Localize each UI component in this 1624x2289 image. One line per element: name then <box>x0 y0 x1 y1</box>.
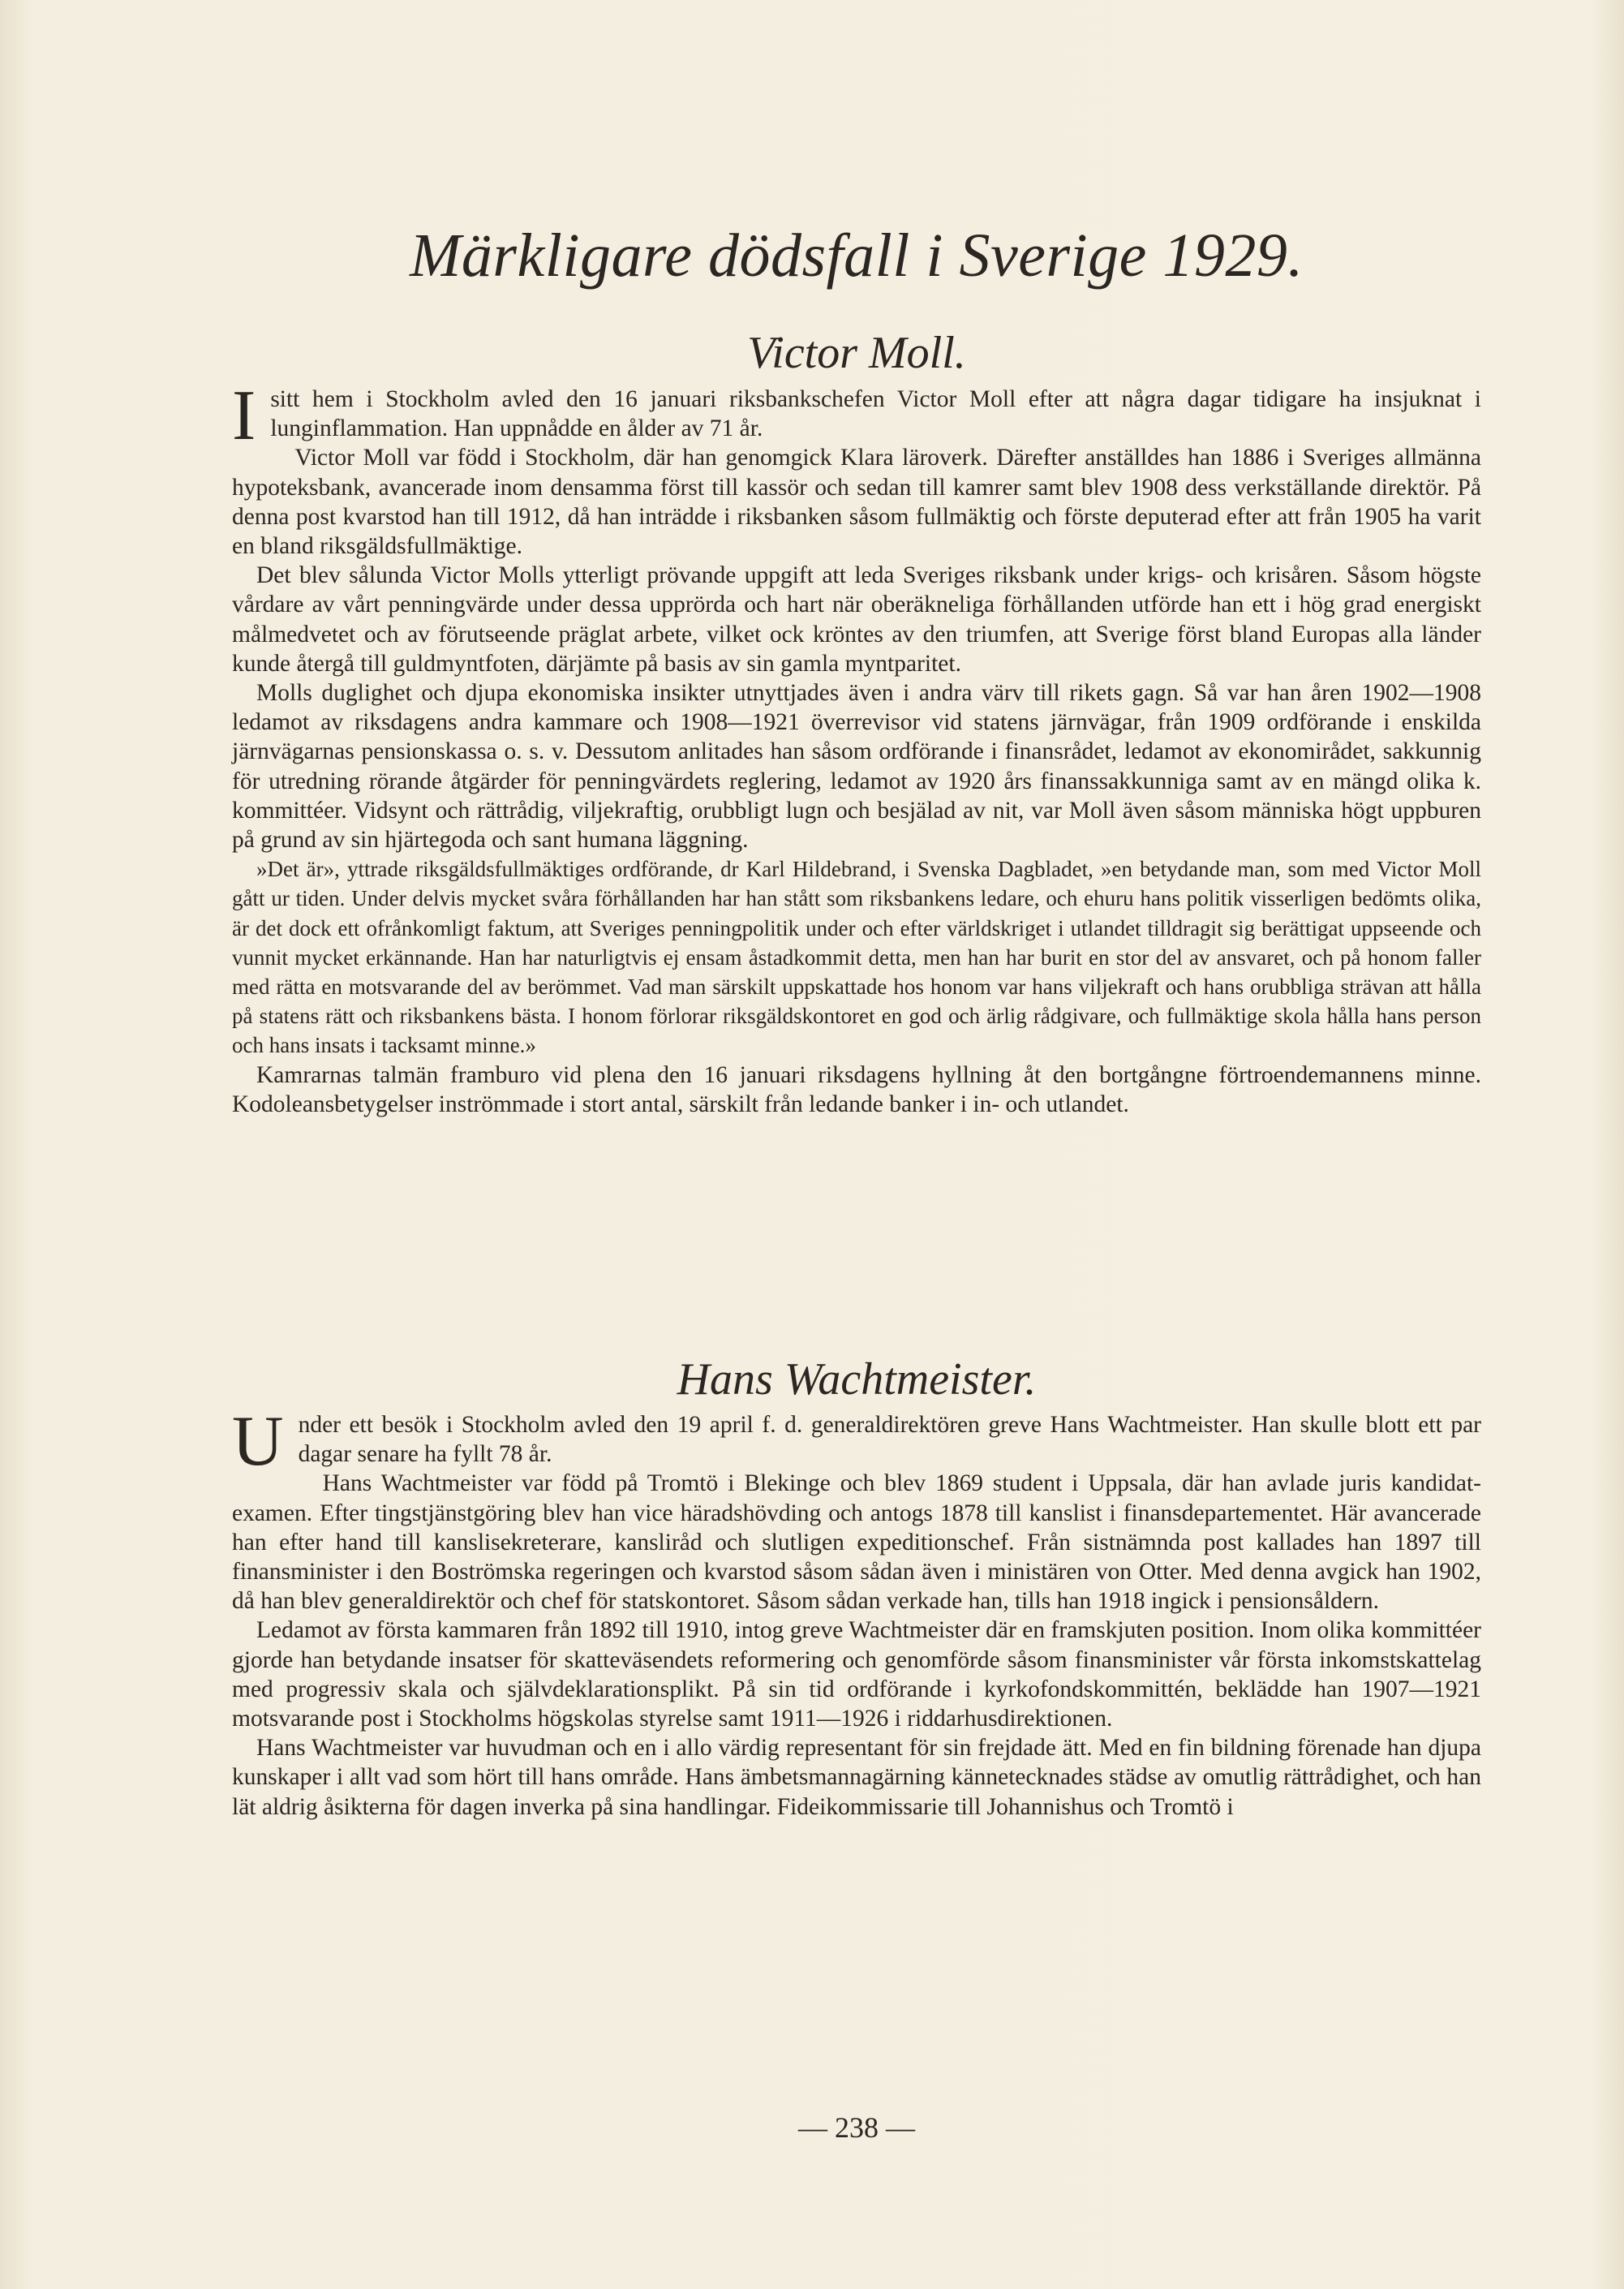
section-body-victor-moll <box>232 376 1481 1119</box>
drop-cap: I <box>232 376 256 455</box>
paragraph: Det blev sålunda Victor Molls ytterligt prövande uppgift att leda Sveriges riksbank under krigs- och krisåren. Såsom högste vårdare av vårt penningvärde under dessa upprörda och hart när oberäkneliga förhållanden utförde han ett i hög grad energiskt målmedvetet och av förutseende präglat arbete, vilket ock kröntes av den triumfen, att Sverige först bland Europas alla länder kunde återgå till guldmyntfoten, därjämte på basis av sin gamla myntparitet. <box>232 562 1481 677</box>
paragraph <box>232 376 1481 455</box>
section-heading-hans-wachtmeister: Hans Wachtmeister. <box>677 1354 1037 1405</box>
paragraph: Hans Wachtmeister var huvudman och en i allo värdig representant för sin frejdade ätt. Med en fin bildning förenade han djupa kunskaper i allt vad som hört till hans område. Hans ämbetsmannagärning kännetecknades städse av omutlig rättrådighet, och han lät aldrig åsikterna för dagen inverka på sina handlingar. Fideikommissarie till Johannishus och Tromtö i <box>232 1735 1481 1820</box>
paragraph <box>232 1402 1481 1481</box>
quote-paragraph: »Det är», yttrade riksgäldsfullmäktiges ordförande, dr Karl Hildebrand, i Svenska Dagbladet, »en betydande man, som med Victor Moll gått ur tiden. Under delvis mycket svåra förhållanden har han stått som riksbankens ledare, och ehuru hans politik visserligen bedömts olika, är det dock ett ofrånkomligt faktum, att Sveriges penningpolitik under och efter världskriget i utlandet tilldragit sig berättigat uppseende och vunnit mycket erkännande. Han har naturligtvis ej ensam åstadkommit detta, men han har burit en stor del av ansvaret, och på honom faller med rätta en motsvarande del av berömmet. Vad man särskilt uppskattade hos honom var hans viljekraft och hans orubbliga strävan att hålla på statens rätt och riksbankens bästa. I honom förlorar riksgäldskontoret en god och ärlig rådgivare, och fullmäktige skola hålla hans person och hans insats i tacksamt minne.» <box>232 857 1481 1058</box>
paragraph: Ledamot av första kammaren från 1892 till 1910, intog greve Wachtmeister där en framskjuten position. Inom olika kommittéer gjorde han betydande insatser för skatteväsendets reformering och genomförde såsom finansminister vår första inkomstskattelag med progressiv skala och självdeklarationsplikt. På sin tid ordförande i kyrkofondskommittén, beklädde han 1907—1921 motsvarande post i Stockholms högskolas styrelse samt 1911—1926 i riddarhusdirektionen. <box>232 1617 1481 1732</box>
drop-cap: U <box>232 1402 284 1481</box>
paragraph: Victor Moll var född i Stockholm, där han genomgick Klara läroverk. Därefter anställdes han 1886 i Sveriges allmänna hypoteksbank, avancerade inom densamma först till kassör och sedan till kamrer samt blev 1908 dess verkställande direktör. På denna post kvarstod han till 1912, då han inträdde i riksbanken såsom fullmäktig och förste deputerad efter att från 1905 ha varit en bland riksgäldsfullmäktige. <box>232 445 1481 560</box>
page-title: Märkligare dödsfall i Sverige 1929. <box>410 222 1304 290</box>
paragraph: Molls duglighet och djupa ekonomiska insikter utnyttjades även i andra värv till rikets gagn. Så var han åren 1902—1908 ledamot av riksdagens andra kammare och 1908—1921 överrevisor vid statens järnvägar, från 1909 ordförande i enskilda järnvägarnas pensionskassa o. s. v. Dessutom anlitades han såsom ordförande i finansrådet, ledamot av ekonomirådet, sakkunnig för utredning rörande åtgärder för penningvärdets reglering, ledamot av 1920 års finanssakkunniga samt av en mängd olika k. kommittéer. Vidsynt och rättrådig, viljekraftig, orubbligt lugn och besjälad av nit, var Moll även såsom människa högt uppburen på grund av sin hjärtegoda och sant humana läggning. <box>232 680 1481 854</box>
section-heading-victor-moll: Victor Moll. <box>747 328 966 378</box>
paragraph-text: nder ett besök i Stockholm avled den 19 april f. d. generaldirektören greve Hans Wachtmeister. Han skulle blott ett par dagar senare ha fyllt 78 år. <box>298 1412 1481 1468</box>
paragraph-text: sitt hem i Stockholm avled den 16 januari riksbankschefen Victor Moll efter att några dagar tidigare ha insjuknat i lunginflammation. Han uppnådde en ålder av 71 år. <box>270 386 1481 442</box>
paragraph: Hans Wachtmeister var född på Tromtö i Blekinge och blev 1869 student i Uppsala, där han avlade juris kandidat-examen. Efter tingstjänstgöring blev han vice häradshövding och antogs 1878 till kanslist i finansdepartementet. Här avancerade han efter hand till kanslisekreterare, kansliråd och slutligen expeditionschef. Från sistnämnda post kallades han 1897 till finansminister i den Boströmska regeringen och kvarstod såsom sådan även i ministären von Otter. Med denna avgick han 1902, då han blev generaldirektör och chef för statskontoret. Såsom sådan verkade han, tills han 1918 ingick i pensionsåldern. <box>232 1470 1481 1615</box>
page-number: — 238 — <box>798 2111 915 2144</box>
section-body-hans-wachtmeister <box>232 1402 1481 1822</box>
paragraph: Kamrarnas talmän framburo vid plena den 16 januari riksdagens hyllning åt den bortgångne förtroendemannens minne. Kodoleansbetygelser inströmmade i stort antal, särskilt från ledande banker i in- och utlandet. <box>232 1061 1481 1117</box>
